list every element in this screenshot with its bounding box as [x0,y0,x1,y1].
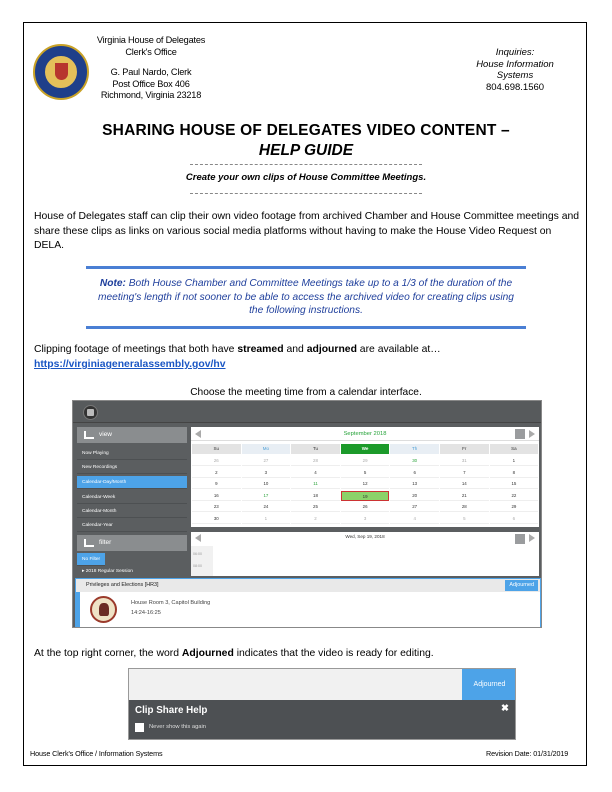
weekday-header: We [341,444,390,454]
sidebar-item-now-playing[interactable]: Now Playing [77,447,187,460]
close-icon[interactable]: ✖ [501,703,509,714]
clerk-address-block [92,35,210,102]
explanation-text: At the top right corner, the word [34,648,182,659]
weekday-header: Su [192,444,241,454]
sidebar-item-calendar-month[interactable]: Calendar-Month [77,505,187,518]
committee-seal-icon [90,596,117,623]
po-box: Post Office Box 406 [112,78,190,89]
footer-revision-date: Revision Date: 01/31/2019 [486,749,569,758]
view-label: view [99,431,113,438]
clipping-text: and [283,344,307,355]
sidebar-item-calendar-week[interactable]: Calendar-Week [77,491,187,504]
calendar-day[interactable]: 11 [291,479,340,489]
sidebar-item-calendar-year[interactable]: Calendar-Year [77,519,187,532]
note-label: Note: [99,278,126,289]
calendar-day[interactable]: 30 [390,456,439,466]
org-name: Virginia House of Delegates [96,35,206,45]
calendar-sidebar [77,427,187,577]
meeting-card[interactable] [75,578,541,628]
month-label: September 2018 [343,431,387,437]
sidebar-item-new-recordings[interactable]: New Recordings [77,461,187,474]
note-box [96,277,516,318]
month-calendar [191,427,539,527]
calendar-day[interactable]: 18 [291,491,340,501]
time-slot: 06:00 [193,552,202,556]
calendar-day[interactable]: 13 [390,479,439,489]
weekday-header: Fr [440,444,489,454]
collapse-icon[interactable] [515,429,525,439]
calendar-day[interactable]: 6 [490,514,539,524]
view-section-header[interactable] [77,427,187,443]
calendar-day[interactable]: 6 [390,468,439,478]
calendar-day[interactable]: 28 [291,456,340,466]
calendar-day[interactable]: 4 [291,468,340,478]
collapse-icon[interactable] [515,534,525,544]
inquiries-block [456,47,574,93]
time-column [191,546,213,576]
weekday-header: Tu [291,444,340,454]
dept-name: House Information [476,58,554,70]
calendar-day[interactable]: 25 [291,502,340,512]
document-title: SHARING HOUSE OF DELEGATES VIDEO CONTENT – [102,122,510,139]
calendar-day[interactable]: 2 [192,468,241,478]
day-view-title: Wed, Sep 19, 2018 [345,534,385,539]
clipping-paragraph [34,343,580,357]
calendar-day[interactable]: 27 [390,502,439,512]
calendar-day[interactable]: 24 [242,502,291,512]
calendar-day[interactable]: 8 [490,468,539,478]
time-slot: 08:00 [193,564,202,568]
clerk-name: G. Paul Nardo, Clerk [110,67,192,77]
clip-share-help-panel [129,700,516,740]
meeting-title: Privileges and Elections [HR3] [76,579,540,592]
session-filter-item[interactable]: ▸ 2018 Regular Session [82,569,133,574]
calendar-day[interactable]: 27 [242,456,291,466]
weekday-header: Sa [490,444,539,454]
never-show-label: Never show this again [149,724,207,730]
calendar-day[interactable]: 30 [192,514,241,524]
calendar-day[interactable]: 26 [341,502,390,512]
player-header [129,669,516,700]
calendar-day[interactable]: 12 [341,479,390,489]
adjourned-badge: Adjourned [505,580,538,591]
calendar-day[interactable]: 29 [341,456,390,466]
calendar-day[interactable]: 5 [341,468,390,478]
clip-share-screenshot [128,668,516,740]
clipping-text: are available at… [356,344,441,355]
calendar-day[interactable]: 3 [242,468,291,478]
sidebar-item-calendar-day-month[interactable]: Calendar-Day/Month [77,476,187,489]
filter-icon [84,539,94,547]
never-show-checkbox[interactable] [135,723,144,732]
calendar-day[interactable]: 21 [440,491,489,501]
calendar-day[interactable]: 9 [192,479,241,489]
divider [190,193,422,194]
explanation-text: indicates that the video is ready for editing. [233,648,434,659]
calendar-header [191,427,539,441]
calendar-day[interactable]: 4 [390,514,439,524]
calendar-day[interactable]: 17 [242,491,291,501]
document-subtitle: HELP GUIDE [258,142,354,159]
house-seal-logo [33,44,89,100]
calendar-day[interactable]: 10 [242,479,291,489]
next-month-icon[interactable] [529,430,535,438]
city-address: Richmond, Virginia 23218 [100,90,202,100]
org-office: Clerk's Office [125,46,177,57]
weekday-header: Th [390,444,439,454]
day-view [191,532,539,576]
meeting-time: 14:24-16:25 [131,610,161,616]
weekday-header: Mo [242,444,291,454]
dept-name-2: Systems [496,70,534,81]
help-title: Clip Share Help [135,705,208,716]
calendar-day[interactable]: 3 [341,514,390,524]
note-rule-top [86,266,526,269]
tagline: Create your own clips of House Committee Meetings. [185,172,427,183]
calendar-day[interactable]: 15 [490,479,539,489]
adjourned-word: Adjourned [181,648,234,659]
calendar-day[interactable]: 14 [440,479,489,489]
calendar-day[interactable]: 7 [440,468,489,478]
home-icon[interactable] [83,405,98,420]
calendar-day[interactable]: 19 [341,491,390,501]
inquiries-label: Inquiries: [495,47,535,58]
note-rule-bottom [86,326,526,329]
next-day-icon[interactable] [529,534,535,542]
adjourned-badge: Adjourned [462,669,516,700]
screenshot-toolbar [73,401,542,423]
calendar-day[interactable]: 20 [390,491,439,501]
adjourned-explanation [34,648,580,659]
calendar-screenshot [72,400,542,628]
adjourned-word: adjourned [306,344,357,355]
meeting-room: House Room 3, Capitol Building [131,600,211,606]
no-filter-chip[interactable]: No Filter [77,553,105,566]
divider [190,164,422,165]
calendar-day[interactable]: 5 [440,514,489,524]
clipping-text: Clipping footage of meetings that both have [34,344,238,355]
calendar-day[interactable]: 23 [192,502,241,512]
calendar-caption: Choose the meeting time from a calendar interface. [190,387,422,398]
filter-section-header[interactable] [77,535,187,551]
phone-number: 804.698.1560 [485,81,545,93]
streamed-word: streamed [237,344,284,355]
grid-icon [84,431,94,439]
note-text: Both House Chamber and Committee Meetings take up to a 1/3 of the duration of the meeting's length if not sooner to be able to access the archived video for creating clips using the following instructions. [98,278,514,316]
calendar-day[interactable]: 2 [291,514,340,524]
calendar-day[interactable]: 31 [440,456,489,466]
house-video-link[interactable]: https://virginiageneralassembly.gov/hv [34,359,226,370]
intro-paragraph: House of Delegates staff can clip their own video footage from archived Chamber and House Committee meetings and share these clips as links on various social media platforms without having to make the House Video Request on DELA. [34,211,580,251]
calendar-day[interactable]: 1 [490,456,539,466]
calendar-day[interactable]: 28 [440,502,489,512]
filter-label: filter [99,539,112,546]
calendar-day[interactable]: 29 [490,502,539,512]
calendar-day[interactable]: 16 [192,491,241,501]
calendar-day[interactable]: 22 [490,491,539,501]
calendar-day[interactable]: 1 [242,514,291,524]
footer-office: House Clerk's Office / Information Systems [30,749,163,758]
calendar-day[interactable]: 26 [192,456,241,466]
